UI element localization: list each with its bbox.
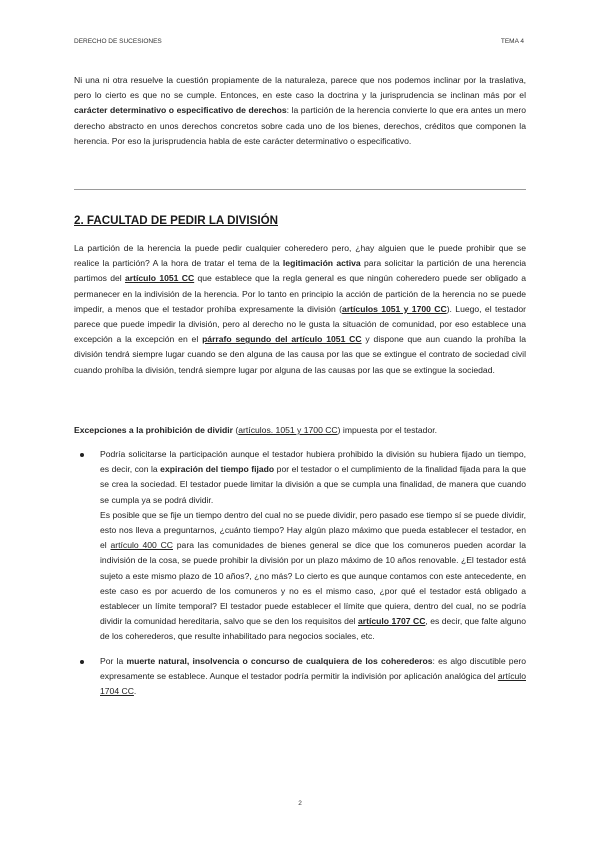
bullet-icon [80, 660, 84, 664]
text-run: La partición de la herencia la puede pedir cualquier coheredero pero, ¿hay alguien que le puede prohibir que se realice la partición? A la hora de tratar el tema de la [74, 243, 526, 269]
section-heading: 2. FACULTAD DE PEDIR LA DIVISIÓN [74, 214, 278, 227]
text-run: Podría solicitarse la participación aunque el testador hubiera prohibido la división su hubiera fijado un tiempo, es decir, con la [100, 449, 526, 475]
article-reference: párrafo segundo del artículo 1051 CC [202, 334, 362, 345]
text-run: Ni una ni otra resuelve la cuestión propiamente de la naturaleza, parece que nos podemos inclinar por la traslativa, pero lo cierto es que no se cumple. Entonces, en este caso la doctrina y la jurisprudencia se inclinan más por el [74, 75, 526, 101]
text-run: para las comunidades de bienes general se dice que los comuneros pueden acordar la indivisión de la cosa, se puede prohibir la división por un plazo máximo de 10 años renovable. ¿El testador está sujeto a este mismo plazo de 10 años?, ¿no más? Lo cierto es que aunque contamos con este antecedente, en este caso es por acuerdo de los comuneros y no es el mismo caso, ¿por qué el testador está obligado a establecer un límite temporal? El testador puede establecer el límite que quiera, dentro del cual, no se podría dividir la comunidad hereditaria, salvo que se den los requisitos del [100, 540, 526, 627]
bullet-icon [80, 453, 84, 457]
text-run: ) impuesta por el testador. [337, 425, 438, 435]
text-run: Es posible que se fije un tiempo dentro del cual no se puede dividir, pero pasado ese tiempo sí se puede dividir, esto nos lleva a preguntarnos, ¿cuánto tiempo? Hay algún plazo máximo que pueda establecer el testador, en el [100, 509, 526, 551]
bold-term: expiración del tiempo fijado [160, 464, 275, 475]
article-reference: artículo 1051 CC [125, 273, 195, 284]
page-number: 2 [298, 800, 302, 807]
text-run: que establece que la regla general es que ningún coheredero puede ser obligado a permanecer en la indivisión de la herencia. Por lo tanto en principio la acción de partición de la herencia no se puede impedir, a menos que el testador prohíba expresamente la división ( [74, 273, 526, 314]
bold-term: Excepciones a la prohibición de dividir [74, 425, 234, 435]
header-subject: DERECHO DE SUCESIONES [74, 38, 162, 45]
list-item [74, 654, 526, 700]
article-reference: artículo 1704 CC [100, 670, 526, 697]
text-run: y dispone que aun cuando la prohíba la división tendrá siempre lugar cuando se den alguna de las causa por las que se extingue el contrato de sociedad civil cuando prohíba la división, tendrá siempre lugar por alguna de las causas por las que se extingue la sociedad. [74, 334, 526, 375]
bold-term: legitimación activa [282, 258, 361, 269]
page-header [74, 38, 524, 50]
text-run: . [133, 686, 137, 697]
text-run: ). Luego, el testador parece que puede impedir la división, pero al derecho no le gusta la situación de comunidad, por eso establece una excepción a la excepción en el [74, 303, 527, 345]
text-run: ( [233, 425, 239, 435]
header-topic: TEMA 4 [500, 38, 524, 45]
text-run: Por la [100, 655, 127, 666]
text-run: : es algo discutible pero expresamente se establece. Aunque el testador podría permitir la indivisión por aplicación analógica del [100, 655, 527, 681]
paragraph-excepciones [74, 423, 526, 438]
bold-term: carácter determinativo o especificativo de derechos [74, 105, 287, 116]
list-item [74, 447, 526, 645]
paragraph-facultad [74, 241, 526, 378]
text-run: : la partición de la herencia convierte lo que era antes un mero derecho abstracto en unos derechos concretos sobre cada uno de los bienes, derechos, créditos que componen la herencia. Por eso la jurisprudencia habla de este carácter determinativo o especificativo. [74, 105, 526, 146]
text-run: , es decir, que falte alguno de los coherederos, que resulte inhabilitado para negocios sociales, etc. [100, 616, 526, 642]
article-reference: artículos. 1051 y 1700 CC [238, 425, 338, 435]
exceptions-list [74, 447, 526, 699]
bold-term: muerte natural, insolvencia o concurso de cualquiera de los coherederos [126, 655, 433, 666]
section-divider [74, 189, 526, 190]
article-reference: artículo 400 CC [110, 540, 173, 551]
article-reference: artículo 1707 CC [357, 616, 426, 627]
text-run: para solicitar la partición de una herencia partimos del [74, 258, 527, 284]
paragraph-naturaleza [74, 73, 526, 149]
article-reference: artículos 1051 y 1700 CC [342, 303, 447, 314]
text-run: por el testador o el cumplimiento de la finalidad fijada para la que se crea la sociedad. El testador puede limitar la división a que se cumpla una finalidad, de manera que cuando se cumpla ya se podrá dividir. [100, 464, 526, 505]
